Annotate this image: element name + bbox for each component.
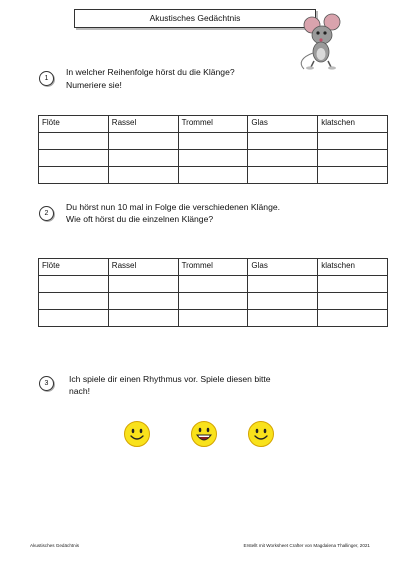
task-number-3: 3 xyxy=(39,376,54,391)
mouse-illustration xyxy=(296,13,346,71)
answer-cell[interactable] xyxy=(39,276,109,293)
table-row xyxy=(39,293,388,310)
answer-cell[interactable] xyxy=(248,150,318,167)
answer-cell[interactable] xyxy=(318,167,388,184)
task-3-line-1: Ich spiele dir einen Rhythmus vor. Spiele diesen bitte xyxy=(69,374,271,384)
answer-cell[interactable] xyxy=(248,310,318,327)
task-2-line-1: Du hörst nun 10 mal in Folge die verschiedenen Klänge. xyxy=(66,202,281,212)
table-header-cell: Rassel xyxy=(108,259,178,276)
answer-cell[interactable] xyxy=(108,167,178,184)
answer-cell[interactable] xyxy=(39,167,109,184)
answer-cell[interactable] xyxy=(178,276,248,293)
table-header-cell: Trommel xyxy=(178,259,248,276)
answer-cell[interactable] xyxy=(108,310,178,327)
table-row xyxy=(39,310,388,327)
worksheet-title: Akustisches Gedächtnis xyxy=(74,9,316,28)
answer-cell[interactable] xyxy=(178,167,248,184)
answer-cell[interactable] xyxy=(318,150,388,167)
answer-cell[interactable] xyxy=(108,276,178,293)
answer-cell[interactable] xyxy=(108,133,178,150)
task-1-line-1: In welcher Reihenfolge hörst du die Klänge? xyxy=(66,67,235,77)
answer-table-1 xyxy=(38,115,388,184)
answer-cell[interactable] xyxy=(178,310,248,327)
task-1-line-2: Numeriere sie! xyxy=(66,80,122,90)
answer-cell[interactable] xyxy=(39,293,109,310)
table-header-cell: Flöte xyxy=(39,116,109,133)
table-row xyxy=(39,133,388,150)
table-header-row xyxy=(39,116,388,133)
answer-cell[interactable] xyxy=(108,150,178,167)
footer-left: Akustisches Gedächtnis xyxy=(30,543,80,548)
table-row xyxy=(39,167,388,184)
answer-table-2 xyxy=(38,258,388,327)
answer-cell[interactable] xyxy=(248,293,318,310)
answer-cell[interactable] xyxy=(178,293,248,310)
task-number-2: 2 xyxy=(39,206,54,221)
task-2-line-2: Wie oft hörst du die einzelnen Klänge? xyxy=(66,214,214,224)
answer-cell[interactable] xyxy=(318,133,388,150)
footer-right: Erstellt mit Worksheet Crafter von Magdalena Thallinger, 2021 xyxy=(243,543,370,548)
table-header-cell: Rassel xyxy=(108,116,178,133)
table-header-row xyxy=(39,259,388,276)
table-header-cell: klatschen xyxy=(318,259,388,276)
table-row xyxy=(39,150,388,167)
answer-cell[interactable] xyxy=(39,150,109,167)
answer-cell[interactable] xyxy=(248,276,318,293)
answer-cell[interactable] xyxy=(178,150,248,167)
table-row xyxy=(39,276,388,293)
table-header-cell: Glas xyxy=(248,259,318,276)
answer-cell[interactable] xyxy=(248,167,318,184)
smiley-face-icon xyxy=(247,420,275,448)
table-header-cell: Glas xyxy=(248,116,318,133)
answer-cell[interactable] xyxy=(39,133,109,150)
task-3-line-2: nach! xyxy=(69,386,91,396)
answer-cell[interactable] xyxy=(178,133,248,150)
table-header-cell: Trommel xyxy=(178,116,248,133)
answer-cell[interactable] xyxy=(318,310,388,327)
table-header-cell: klatschen xyxy=(318,116,388,133)
answer-cell[interactable] xyxy=(108,293,178,310)
smiley-face-icon xyxy=(123,420,151,448)
answer-cell[interactable] xyxy=(318,293,388,310)
answer-cell[interactable] xyxy=(318,276,388,293)
answer-cell[interactable] xyxy=(39,310,109,327)
table-header-cell: Flöte xyxy=(39,259,109,276)
answer-cell[interactable] xyxy=(248,133,318,150)
task-number-1: 1 xyxy=(39,71,54,86)
grinning-face-icon xyxy=(190,420,218,448)
